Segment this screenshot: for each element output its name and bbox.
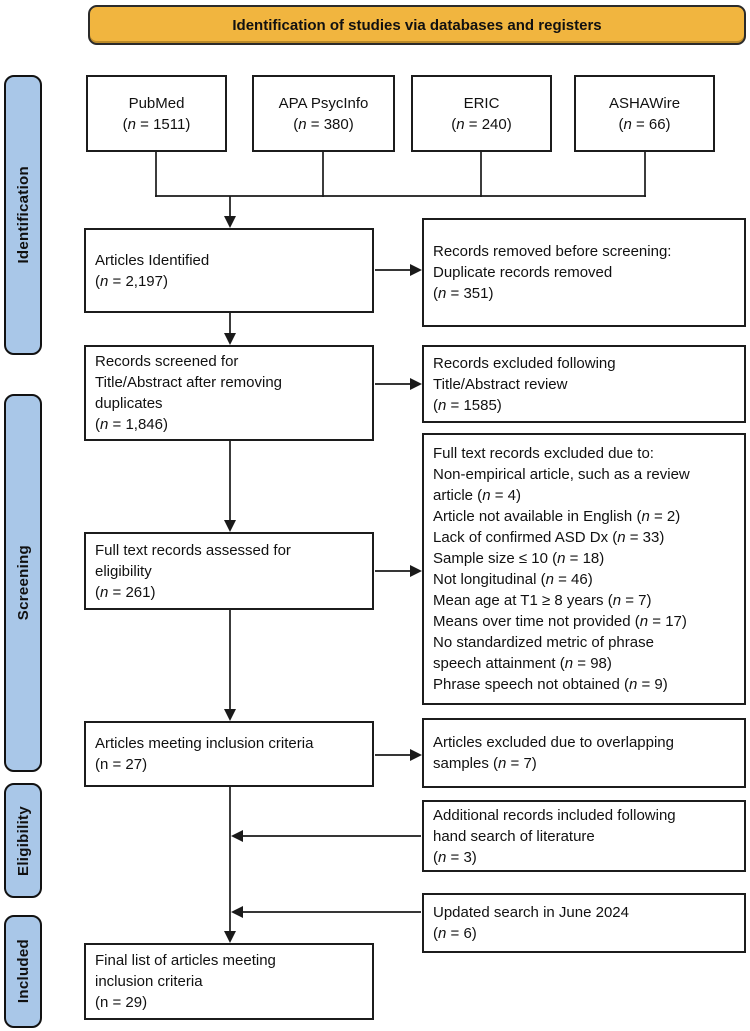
stage-label-text: Identification (14, 166, 32, 264)
arrowhead-down-icon (224, 216, 236, 228)
box-text-line: speech attainment (n = 98) (433, 655, 612, 672)
box-articles-identified (84, 228, 374, 313)
stage-label-screening (4, 394, 42, 772)
box-text-line: (n = 2,197) (95, 272, 168, 290)
box-text-line: Records removed before screening: (433, 243, 672, 260)
box-text-line: (n = 27) (95, 756, 148, 773)
box-text-line: (n = 351) (433, 285, 494, 302)
box-text-line: (n = 261) (95, 583, 156, 601)
arrowhead-right-icon (410, 264, 422, 276)
box-text-line: Mean age at T1 ≥ 8 years (n = 7) (433, 592, 652, 609)
arrowhead-down-icon (224, 333, 236, 345)
box-text-line: Phrase speech not obtained (n = 9) (433, 676, 668, 693)
arrowhead-down-icon (224, 931, 236, 943)
box-text-line: (n = 380) (293, 115, 354, 133)
box-text-line: (n = 3) (433, 848, 477, 866)
box-text-line: (n = 240) (451, 115, 512, 133)
box-text-line: (n = 66) (618, 115, 671, 133)
box-text-line: APA PsycInfo (278, 94, 369, 112)
box-text-line: No standardized metric of phrase (433, 634, 654, 651)
box-text-line: ASHAWire (608, 94, 681, 112)
stage-label-text: Included (14, 939, 32, 1004)
stage-label-text: Screening (14, 545, 32, 621)
box-text-line: ERIC (463, 94, 500, 112)
box-articles-meeting-inclusion (84, 721, 374, 787)
box-text-line: Articles excluded due to overlapping (433, 734, 674, 751)
box-text-line: Records screened for (95, 353, 239, 370)
box-text-line: samples (n = 7) (433, 755, 537, 772)
arrowhead-right-icon (410, 749, 422, 761)
box-text-line: (n = 6) (433, 925, 477, 942)
stage-label-eligibility (4, 783, 42, 898)
box-text-line: Not longitudinal (n = 46) (433, 571, 593, 588)
box-text-line: Sample size ≤ 10 (n = 18) (433, 550, 605, 567)
banner-title: Identification of studies via databases and registers (232, 16, 602, 34)
database-box-eric (411, 75, 552, 152)
stage-label-identification (4, 75, 42, 355)
stage-label-included (4, 915, 42, 1028)
box-text-line: Articles Identified (95, 251, 210, 269)
box-text-line: article (n = 4) (433, 487, 521, 504)
box-text-line: (n = 29) (95, 994, 148, 1011)
box-text-line: (n = 1511) (122, 115, 191, 133)
arrowhead-right-icon (410, 565, 422, 577)
box-text-line: Duplicate records removed (433, 264, 613, 281)
box-text-line: eligibility (95, 562, 152, 580)
box-fulltext-records-excluded (422, 433, 746, 705)
box-final-list-included (84, 943, 374, 1020)
box-text-line: Full text records assessed for (95, 541, 291, 559)
banner (88, 5, 746, 45)
box-text-line: inclusion criteria (95, 973, 203, 990)
box-text-line: Article not available in English (n = 2) (433, 508, 681, 525)
box-text-line: Articles meeting inclusion criteria (95, 735, 314, 752)
box-text-line: Full text records excluded due to: (433, 445, 654, 462)
box-text-line: Title/Abstract review (433, 375, 568, 393)
box-text-line: (n = 1585) (433, 396, 502, 414)
database-box-apa-psycinfo (252, 75, 395, 152)
box-excluded-overlapping-samples (422, 718, 746, 788)
arrowhead-right-icon (410, 378, 422, 390)
box-text-line: Means over time not provided (n = 17) (433, 613, 687, 630)
stage-label-text: Eligibility (14, 805, 32, 876)
database-box-ashawire (574, 75, 715, 152)
box-text-line: Records excluded following (433, 354, 616, 372)
box-text-line: Additional records included following (433, 806, 676, 824)
box-text-line: hand search of literature (433, 827, 595, 845)
box-records-excluded-title-abstract (422, 345, 746, 423)
box-records-removed-before-screening (422, 218, 746, 327)
arrowhead-left-icon (231, 906, 243, 918)
box-text-line: PubMed (128, 94, 185, 112)
box-text-line: Updated search in June 2024 (433, 904, 629, 921)
box-records-screened (84, 345, 374, 441)
arrowhead-down-icon (224, 709, 236, 721)
box-additional-records-handsearch (422, 800, 746, 872)
box-updated-search-june-2024 (422, 893, 746, 953)
box-text-line: duplicates (95, 395, 163, 412)
arrowhead-down-icon (224, 520, 236, 532)
arrowhead-left-icon (231, 830, 243, 842)
box-text-line: Final list of articles meeting (95, 952, 276, 969)
box-text-line: Non-empirical article, such as a review (433, 466, 690, 483)
database-box-pubmed (86, 75, 227, 152)
box-text-line: (n = 1,846) (95, 416, 168, 433)
box-text-line: Lack of confirmed ASD Dx (n = 33) (433, 529, 665, 546)
box-text-line: Title/Abstract after removing (95, 374, 283, 391)
box-fulltext-assessed-eligibility (84, 532, 374, 610)
